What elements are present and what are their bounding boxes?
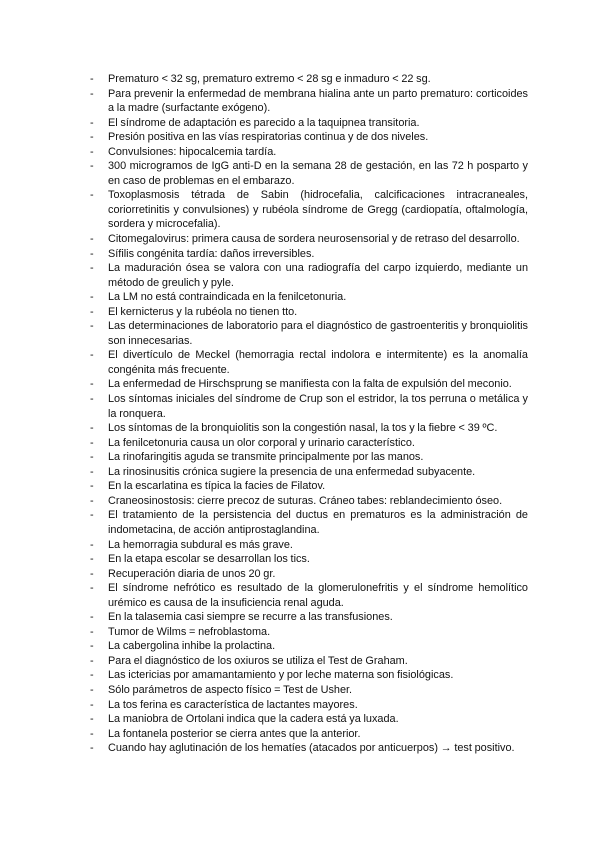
note-item (88, 232, 528, 247)
bullet-dash: - (90, 305, 94, 318)
note-item (88, 625, 528, 640)
note-item (88, 494, 528, 509)
note-item (88, 159, 528, 188)
note-text: Sólo parámetros de aspecto físico = Test de Usher. (108, 683, 353, 696)
bullet-dash: - (90, 145, 94, 158)
note-item (88, 72, 528, 87)
note-item (88, 698, 528, 713)
note-text: Toxoplasmosis tétrada de Sabin (hidrocefalia, calcificaciones intracraneales, coriorretinitis y convulsiones) y rubéola síndrome de Gregg (cardiopatía, oftalmología, sordera y microcefalia). (108, 189, 528, 231)
bullet-dash: - (90, 436, 94, 449)
bullet-dash: - (90, 131, 94, 144)
note-text: En la talasemia casi siempre se recurre a las transfusiones. (108, 611, 393, 624)
note-text: El kernicterus y la rubéola no tienen tto. (108, 305, 298, 318)
note-item (88, 436, 528, 451)
note-text: La maduración ósea se valora con una radiografía del carpo izquierdo, mediante un método de greulich y pyle. (108, 262, 528, 289)
bullet-dash: - (90, 698, 94, 711)
bullet-dash: - (90, 553, 94, 566)
bullet-dash: - (90, 625, 94, 638)
note-item (88, 377, 528, 392)
bullet-dash: - (90, 262, 94, 275)
note-text: En la etapa escolar se desarrollan los tics. (108, 553, 310, 566)
note-text: Recuperación diaria de unos 20 gr. (108, 567, 276, 580)
note-text: El divertículo de Meckel (hemorragia rectal indolora e intermitente) es la anomalía congénita más frecuente. (108, 349, 528, 376)
bullet-dash: - (90, 640, 94, 653)
bullet-dash: - (90, 87, 94, 100)
note-item (88, 712, 528, 727)
note-item (88, 188, 528, 232)
note-text: La rinofaringitis aguda se transmite principalmente por las manos. (108, 451, 424, 464)
note-item (88, 567, 528, 582)
note-text: Cuando hay aglutinación de los hematíes (atacados por anticuerpos) → test positivo. (108, 742, 515, 755)
note-text: Presión positiva en las vías respiratorias continua y de dos niveles. (108, 131, 429, 144)
note-text: Citomegalovirus: primera causa de sordera neurosensorial y de retraso del desarrollo. (108, 233, 520, 246)
note-text: Las ictericias por amamantamiento y por leche materna son fisiológicas. (108, 669, 454, 682)
note-item (88, 727, 528, 742)
note-item (88, 479, 528, 494)
bullet-dash: - (90, 320, 94, 333)
note-text: La enfermedad de Hirschsprung se manifiesta con la falta de expulsión del meconio. (108, 378, 512, 391)
note-item (88, 552, 528, 567)
bullet-dash: - (90, 567, 94, 580)
note-text: Para el diagnóstico de los oxiuros se utiliza el Test de Graham. (108, 654, 408, 667)
bullet-dash: - (90, 291, 94, 304)
note-item (88, 421, 528, 436)
note-text: La fenilcetonuria causa un olor corporal y urinario característico. (108, 436, 415, 449)
note-item (88, 450, 528, 465)
note-item (88, 116, 528, 131)
note-text: Sífilis congénita tardía: daños irreversibles. (108, 247, 315, 260)
note-item (88, 290, 528, 305)
note-text: La fontanela posterior se cierra antes que la anterior. (108, 727, 361, 740)
note-item (88, 581, 528, 610)
bullet-dash: - (90, 422, 94, 435)
note-item (88, 392, 528, 421)
bullet-dash: - (90, 654, 94, 667)
note-item (88, 654, 528, 669)
note-text: Prematuro < 32 sg, prematuro extremo < 28 sg e inmaduro < 22 sg. (108, 73, 431, 85)
bullet-dash: - (90, 393, 94, 406)
note-text: Tumor de Wilms = nefroblastoma. (108, 625, 271, 638)
note-text: La rinosinusitis crónica sugiere la presencia de una enfermedad subyacente. (108, 465, 476, 478)
note-text: La cabergolina inhibe la prolactina. (108, 640, 276, 653)
bullet-dash: - (90, 538, 94, 551)
note-item (88, 319, 528, 348)
bullet-dash: - (90, 116, 94, 129)
bullet-dash: - (90, 742, 94, 755)
note-text: Craneosinostosis: cierre precoz de suturas. Cráneo tabes: reblandecimiento óseo. (108, 494, 503, 507)
note-item (88, 610, 528, 625)
note-item (88, 348, 528, 377)
bullet-dash: - (90, 509, 94, 522)
note-item (88, 145, 528, 160)
note-text: En la escarlatina es típica la facies de Filatov. (108, 480, 326, 493)
bullet-dash: - (90, 247, 94, 260)
note-item (88, 741, 528, 756)
bullet-dash: - (90, 160, 94, 173)
note-item (88, 130, 528, 145)
bullet-dash: - (90, 494, 94, 507)
note-text: La LM no está contraindicada en la fenilcetonuria. (108, 291, 347, 304)
note-text: Para prevenir la enfermedad de membrana hialina ante un parto prematuro: corticoides a la madre (surfactante exógeno). (108, 87, 528, 115)
note-text: La tos ferina es característica de lactantes mayores. (108, 698, 358, 711)
bullet-dash: - (90, 480, 94, 493)
note-item (88, 538, 528, 553)
note-item (88, 87, 528, 116)
bullet-dash: - (90, 669, 94, 682)
bullet-dash: - (90, 233, 94, 246)
bullet-dash: - (90, 727, 94, 740)
notes-list (88, 72, 528, 756)
bullet-dash: - (90, 465, 94, 478)
note-text: Los síntomas iniciales del síndrome de Crup son el estridor, la tos perruna o metálica y la ronquera. (108, 393, 528, 420)
note-item (88, 465, 528, 480)
bullet-dash: - (90, 378, 94, 391)
note-item (88, 508, 528, 537)
note-item (88, 261, 528, 290)
note-text: El síndrome nefrótico es resultado de la glomerulonefritis y el síndrome hemolítico urémico es causa de la insuficiencia renal aguda. (108, 582, 528, 609)
note-item (88, 247, 528, 262)
bullet-dash: - (90, 683, 94, 696)
bullet-dash: - (90, 349, 94, 362)
note-text: Los síntomas de la bronquiolitis son la congestión nasal, la tos y la fiebre < 39 ºC. (108, 422, 498, 435)
note-item (88, 683, 528, 698)
note-item (88, 668, 528, 683)
bullet-dash: - (90, 73, 94, 85)
note-text: La maniobra de Ortolani indica que la cadera está ya luxada. (108, 713, 399, 726)
note-text: 300 microgramos de IgG anti-D en la semana 28 de gestación, en las 72 h posparto y en caso de problemas en el embarazo. (108, 160, 528, 187)
bullet-dash: - (90, 189, 94, 202)
note-text: El síndrome de adaptación es parecido a la taquipnea transitoria. (108, 116, 420, 129)
note-text: El tratamiento de la persistencia del ductus en prematuros es la administración de indometacina, de acción antiprostaglandina. (108, 509, 528, 536)
note-item (88, 305, 528, 320)
note-text: Las determinaciones de laboratorio para el diagnóstico de gastroenteritis y bronquiolitis son innecesarias. (108, 320, 528, 347)
note-text: La hemorragia subdural es más grave. (108, 538, 293, 551)
note-text: Convulsiones: hipocalcemia tardía. (108, 145, 277, 158)
bullet-dash: - (90, 582, 94, 595)
bullet-dash: - (90, 713, 94, 726)
bullet-dash: - (90, 451, 94, 464)
note-item (88, 639, 528, 654)
bullet-dash: - (90, 611, 94, 624)
